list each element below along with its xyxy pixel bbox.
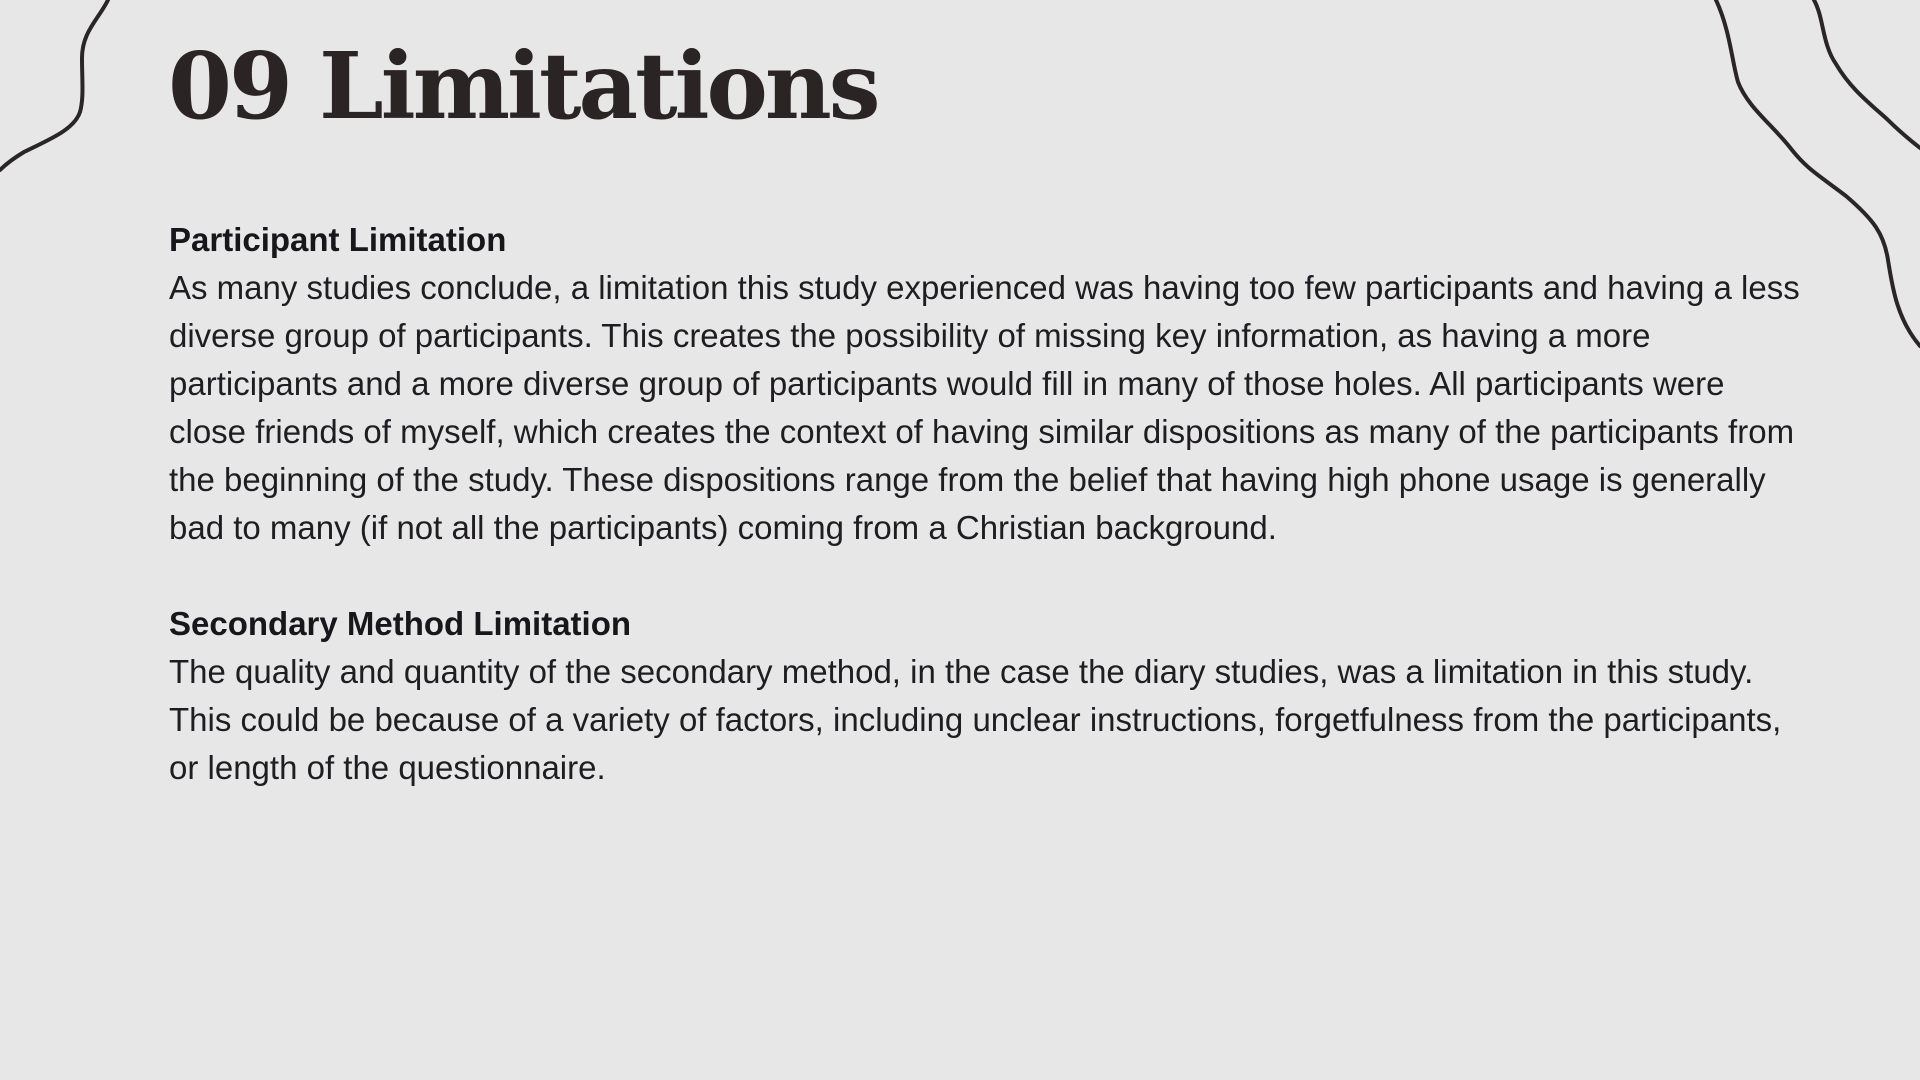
secondary-method-limitation-heading: Secondary Method Limitation bbox=[169, 605, 632, 642]
participant-limitation-text: As many studies conclude, a limitation this study experienced was having too few participants and having a less diverse group of participants. This creates the possibility of missing key information, as having a more participants and a more diverse group of participants would fill in many of those holes. All participants were close friends of myself, which creates the context of having similar dispositions as many of the participants from the beginning of the study. These dispositions range from the belief that having high phone usage is generally bad to many (if not all the participants) coming from a Christian background. bbox=[169, 269, 1800, 546]
secondary-method-limitation-section bbox=[169, 600, 1809, 792]
secondary-method-limitation-text: The quality and quantity of the secondary method, in the case the diary studies, was a limitation in this study. This could be because of a variety of factors, including unclear instructions, forgetfulness from the participants, or length of the questionnaire. bbox=[169, 653, 1782, 786]
participant-limitation-heading: Participant Limitation bbox=[169, 221, 507, 258]
slide-title: 09 Limitations bbox=[168, 32, 878, 140]
wavy-line-decoration-left bbox=[0, 0, 120, 180]
participant-limitation-section bbox=[169, 216, 1809, 552]
slide-content bbox=[169, 216, 1809, 792]
